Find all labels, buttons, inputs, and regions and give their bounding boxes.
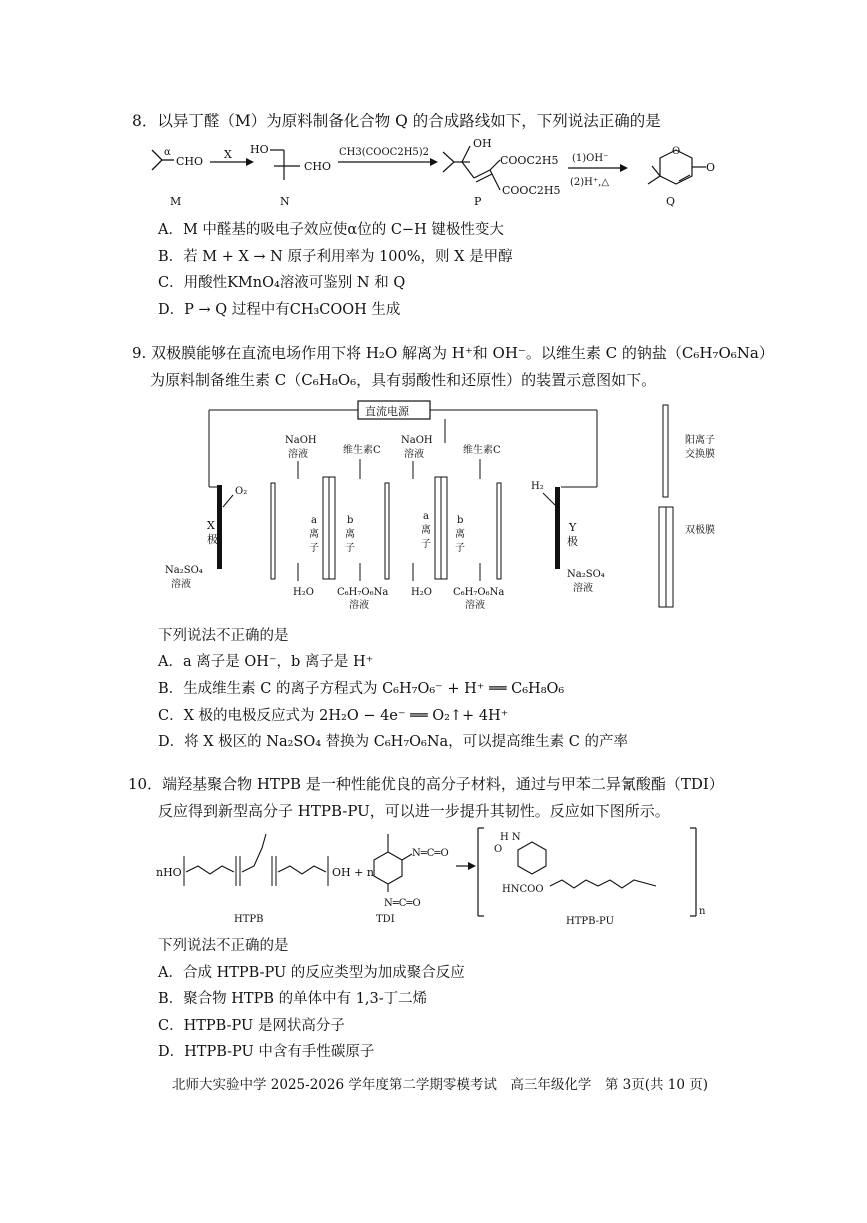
a-ion-2: a bbox=[423, 511, 429, 522]
q8-option-b[interactable]: B．若 M + X → N 原子利用率为 100%，则 X 是甲醇 bbox=[158, 249, 513, 265]
q10-option-a[interactable]: A．合成 HTPB-PU 的反应类型为加成聚合反应 bbox=[158, 965, 465, 981]
label-tdi: TDI bbox=[376, 914, 395, 925]
ion-a-char1: 离 bbox=[309, 529, 319, 540]
sol-4: 溶液 bbox=[465, 600, 485, 611]
h2-label: H₂ bbox=[531, 481, 544, 492]
q8-option-d[interactable]: D．P → Q 过程中有CH₃COOH 生成 bbox=[158, 302, 401, 318]
pu-hncoo: HNCOO bbox=[502, 884, 544, 895]
label-n: N bbox=[280, 195, 290, 208]
q9-stem-line2: 为原料制备维生素 C（C₆H₈O₆，具有弱酸性和还原性）的装置示意图如下。 bbox=[150, 371, 657, 389]
p-cooet2: COOC2H5 bbox=[502, 184, 561, 197]
reagent-malonate: CH3(COOC2H5)2 bbox=[339, 147, 430, 158]
y-electrode bbox=[555, 487, 560, 569]
pu-ring bbox=[518, 842, 546, 874]
label-htpb-pu: HTPB-PU bbox=[566, 916, 615, 927]
vitc-1: 维生素C bbox=[343, 445, 381, 456]
q-carbonyl-o: O bbox=[706, 161, 716, 174]
na2so4-right: Na₂SO₄ bbox=[567, 569, 605, 580]
q8-option-c[interactable]: C．用酸性KMnO₄溶液可鉴别 N 和 Q bbox=[158, 275, 406, 291]
q9-electrolysis-diagram bbox=[165, 395, 715, 620]
compound-q bbox=[648, 146, 715, 208]
pu-hn: H N bbox=[500, 832, 521, 843]
ion-b-char2: 子 bbox=[345, 543, 355, 554]
na2so4-left: Na₂SO₄ bbox=[165, 565, 203, 576]
q9-stem-line1: 9. 双极膜能够在直流电场作用下将 H₂O 解离为 H⁺和 OH⁻。以维生素 C 的钠盐（C₆H₇O₆Na） bbox=[132, 344, 774, 362]
y-label2: 极 bbox=[567, 535, 578, 548]
htpb-nho: nHO bbox=[156, 866, 182, 879]
q-ring-o: O bbox=[672, 146, 681, 157]
cation-membrane-3 bbox=[497, 483, 501, 579]
page-footer: 北师大实验中学 2025-2026 学年度第二学期零模考试 高三年级化学 第 3页(共 10 页) bbox=[172, 1077, 709, 1093]
label-p: P bbox=[474, 195, 482, 208]
vitc-2: 维生素C bbox=[463, 445, 501, 456]
reagent-x: X bbox=[224, 148, 232, 161]
pu-sub-n: n bbox=[699, 906, 706, 917]
h2o-2: H₂O bbox=[411, 587, 432, 598]
tdi-nco-1: N═C═O bbox=[412, 848, 449, 859]
tdi-ring bbox=[374, 852, 402, 884]
a-ion-1: a bbox=[311, 515, 317, 526]
n-cho: CHO bbox=[304, 160, 332, 173]
h2o-1: H₂O bbox=[293, 587, 314, 598]
cond-1: (1)OH⁻ bbox=[572, 153, 609, 164]
legend-cation-2: 交换膜 bbox=[685, 449, 715, 460]
b-ion-1: b bbox=[347, 515, 354, 526]
cation-membrane-1 bbox=[271, 483, 275, 579]
o2-label: O₂ bbox=[235, 486, 248, 497]
q9-option-d[interactable]: D．将 X 极区的 Na₂SO₄ 替换为 C₆H₇O₆Na，可以提高维生素 C 的产率 bbox=[158, 734, 628, 750]
legend-cation-membrane bbox=[663, 405, 668, 497]
q10-stem-line2: 反应得到新型高分子 HTPB-PU，可以进一步提升其韧性。反应如下图所示。 bbox=[158, 802, 670, 820]
q10-reaction-scheme bbox=[156, 822, 716, 930]
compound-p bbox=[443, 137, 560, 208]
p-cooet1: COOC2H5 bbox=[500, 154, 559, 167]
ion-a2-char1: 离 bbox=[421, 525, 431, 536]
m-cho: CHO bbox=[176, 155, 204, 168]
ion-a-char2: 子 bbox=[309, 543, 319, 554]
x-electrode bbox=[217, 485, 222, 569]
sol-3: 溶液 bbox=[349, 600, 369, 611]
q10-stem-line1: 10．端羟基聚合物 HTPB 是一种性能优良的高分子材料，通过与甲苯二异氰酸酯（TDI） bbox=[128, 775, 724, 793]
q9-prompt: 下列说法不正确的是 bbox=[158, 628, 289, 644]
sol-right: 溶液 bbox=[573, 583, 593, 594]
y-label: Y bbox=[569, 521, 577, 534]
cation-membrane-2 bbox=[385, 483, 389, 579]
htpb-oh: OH + n bbox=[332, 866, 374, 879]
label-m: M bbox=[170, 195, 182, 208]
x-label: X bbox=[207, 519, 215, 532]
compound-n bbox=[250, 143, 331, 208]
q10-option-d[interactable]: D．HTPB-PU 中含有手性碳原子 bbox=[158, 1044, 375, 1060]
cond-2: (2)H⁺,△ bbox=[570, 177, 610, 188]
q8-synthesis-scheme bbox=[140, 138, 740, 218]
tdi-nco-2: N═C═O bbox=[384, 898, 421, 909]
naoh-2: NaOH bbox=[401, 435, 433, 446]
q10-option-b[interactable]: B．聚合物 HTPB 的单体中有 1,3-丁二烯 bbox=[158, 991, 428, 1007]
power-label: 直流电源 bbox=[365, 405, 409, 418]
label-q: Q bbox=[666, 195, 676, 208]
q9-option-a[interactable]: A．a 离子是 OH⁻，b 离子是 H⁺ bbox=[158, 654, 374, 670]
ion-b2-char2: 子 bbox=[455, 543, 465, 554]
vcna-1: C₆H₇O₆Na bbox=[337, 587, 389, 598]
ion-b2-char1: 离 bbox=[455, 529, 465, 540]
alpha-label: α bbox=[164, 147, 171, 158]
sol-1: 溶液 bbox=[288, 449, 308, 460]
vcna-2: C₆H₇O₆Na bbox=[453, 587, 505, 598]
legend-cation-1: 阳离子 bbox=[685, 435, 715, 446]
label-htpb: HTPB bbox=[234, 914, 264, 925]
legend-bipolar: 双极膜 bbox=[685, 525, 715, 536]
pu-o: O bbox=[494, 844, 503, 855]
naoh-1: NaOH bbox=[285, 435, 317, 446]
ion-b-char1: 离 bbox=[345, 529, 355, 540]
sol-left: 溶液 bbox=[171, 579, 191, 590]
q8-stem: 8．以异丁醛（M）为原料制备化合物 Q 的合成路线如下，下列说法正确的是 bbox=[132, 112, 661, 130]
p-oh: OH bbox=[473, 137, 492, 150]
q9-option-c[interactable]: C．X 极的电极反应式为 2H₂O − 4e⁻ ══ O₂↑+ 4H⁺ bbox=[158, 708, 509, 724]
q8-option-a[interactable]: A．M 中醛基的吸电子效应使α位的 C−H 键极性变大 bbox=[158, 222, 504, 238]
q10-option-c[interactable]: C．HTPB-PU 是网状高分子 bbox=[158, 1018, 345, 1034]
sol-2: 溶液 bbox=[404, 449, 424, 460]
compound-m bbox=[152, 147, 203, 208]
x-label2: 极 bbox=[207, 533, 218, 546]
n-ho: HO bbox=[250, 143, 269, 156]
b-ion-2: b bbox=[457, 515, 464, 526]
ion-a2-char2: 子 bbox=[421, 539, 431, 550]
q9-option-b[interactable]: B．生成维生素 C 的离子方程式为 C₆H₇O₆⁻ + H⁺ ══ C₆H₈O₆ bbox=[158, 681, 565, 697]
q10-prompt: 下列说法不正确的是 bbox=[158, 938, 289, 954]
